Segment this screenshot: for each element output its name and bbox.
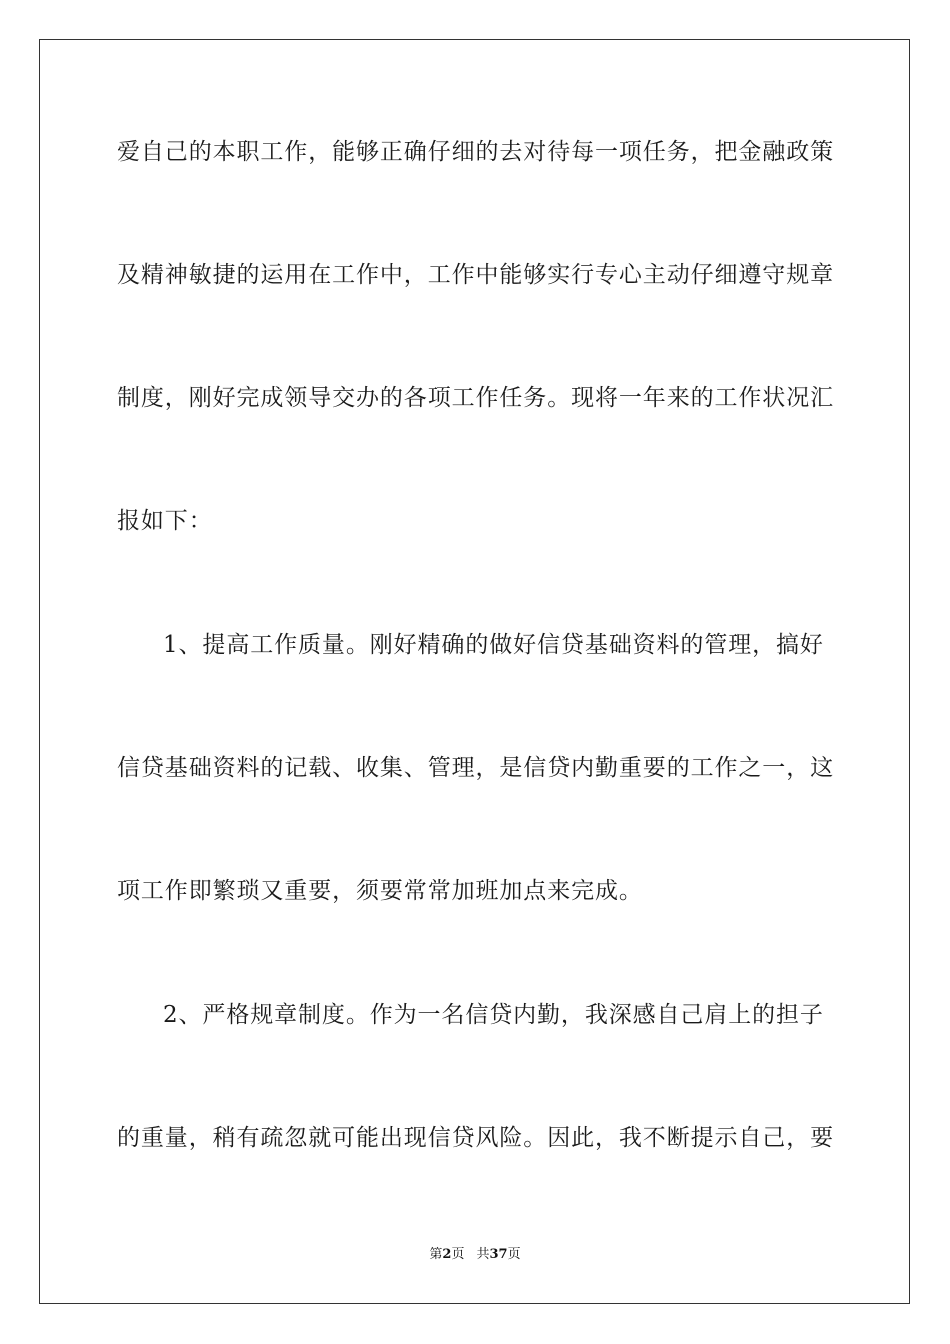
total-pages: 37	[489, 1247, 508, 1262]
paragraph-line: 2、严格规章制度。作为一名信贷内勤，我深感自己肩上的担子	[163, 1002, 824, 1028]
paragraph-line: 爱自己的本职工作，能够正确仔细的去对待每一项任务，把金融政策	[117, 139, 834, 165]
paragraph-line: 项工作即繁琐又重要，须要常常加班加点来完成。	[117, 878, 643, 904]
paragraph-line: 1、提高工作质量。刚好精确的做好信贷基础资料的管理，搞好	[163, 632, 824, 658]
page-prefix: 第	[429, 1247, 443, 1262]
page-suffix: 页	[451, 1247, 465, 1262]
page-footer	[0, 1246, 950, 1264]
paragraph-line: 及精神敏捷的运用在工作中，工作中能够实行专心主动仔细遵守规章	[117, 262, 834, 288]
page-number: 2	[442, 1247, 452, 1262]
page-border	[39, 39, 910, 1304]
paragraph-line: 的重量，稍有疏忽就可能出现信贷风险。因此，我不断提示自己，要	[117, 1125, 834, 1151]
total-prefix: 共	[476, 1247, 490, 1262]
paragraph-line: 报如下：	[117, 508, 213, 534]
paragraph-line: 信贷基础资料的记载、收集、管理，是信贷内勤重要的工作之一，这	[117, 755, 834, 781]
paragraph-line: 制度，刚好完成领导交办的各项工作任务。现将一年来的工作状况汇	[117, 385, 834, 411]
total-suffix: 页	[507, 1247, 521, 1262]
